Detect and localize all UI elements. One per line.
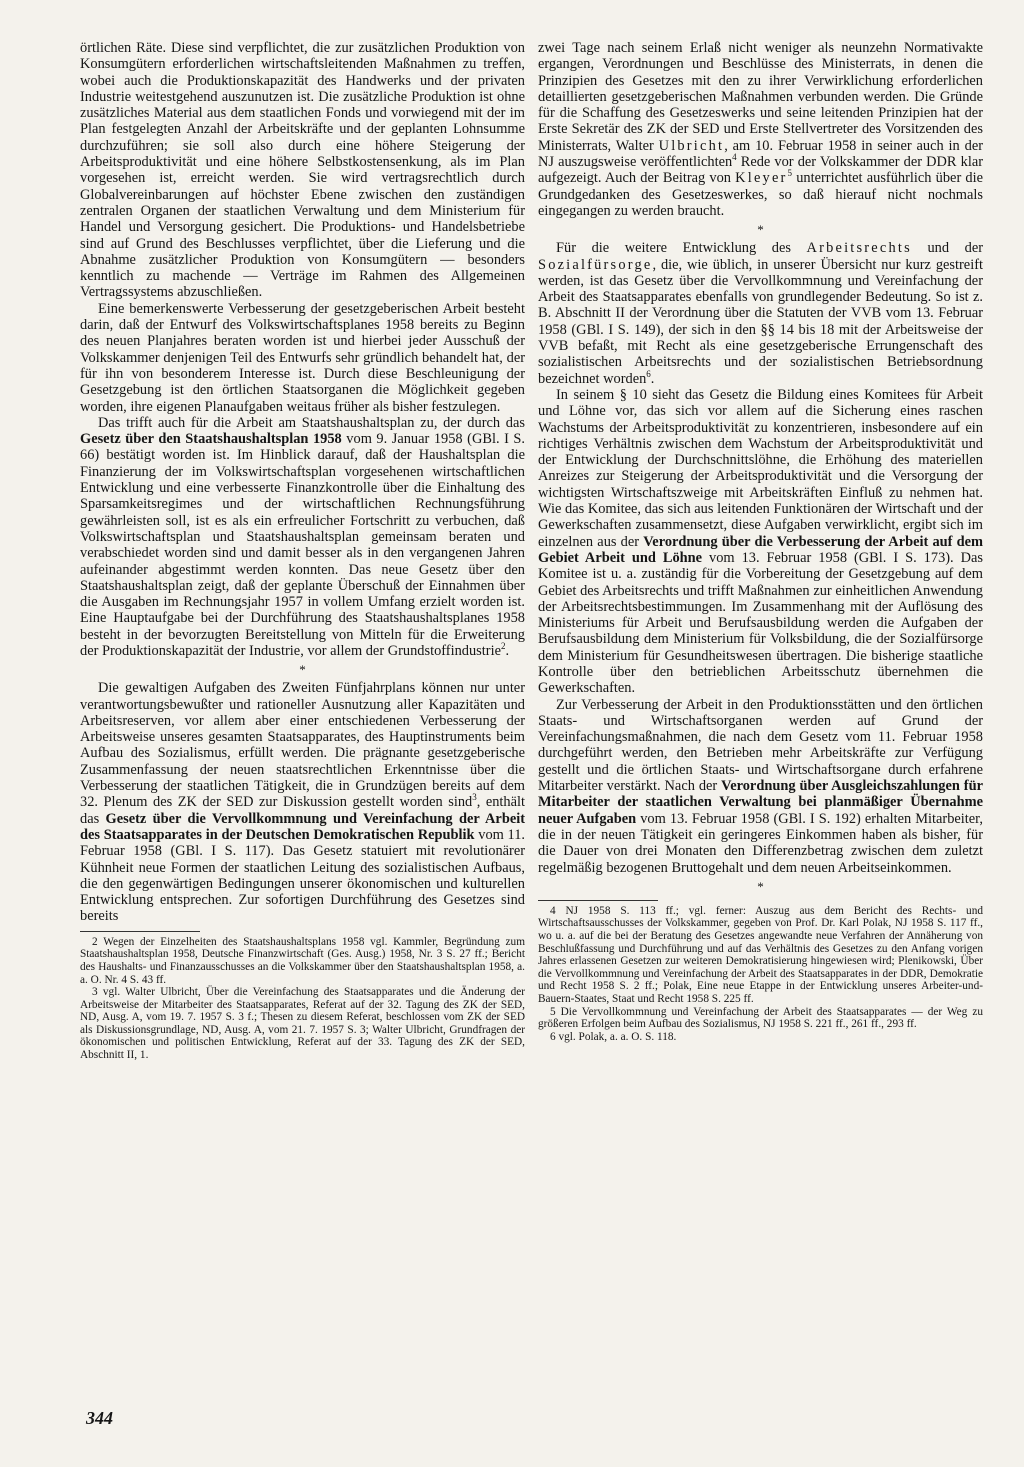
footnote-ref: 2	[500, 641, 506, 652]
paragraph-text: , am 10. Februar 1958 in seiner auch in der NJ auszugsweise veröffentlichten	[538, 137, 983, 171]
paragraph-text: Rede vor der Volkskammer der DDR klar aufgezeigt. Auch der Beitrag von	[538, 154, 983, 187]
footnote: 3 vgl. Walter Ulbricht, Über die Vereinfachung des Staatsapparates und die Änderung der Arbeitsweise der Mitarbeiter des Staatsapparates, Referat auf der 32. Tagung des ZK der SED, ND, Ausg. A, vom 19. 7. 1957 S. 3 f.; Thesen zu diesem Referat, beschlossen vom ZK der SED als Diskussionsgrundlage, ND, Ausg. A, vom 21. 7. 1957 S. 3; Walter Ulbricht, Grundfragen der ökonomischen und politischen Entwicklung, Referat auf der 33. Tagung des ZK der SED, Abschnitt II, 1.	[80, 986, 525, 1062]
paragraph-text: Zur Verbesserung der Arbeit in den Produktionsstätten und den örtlichen Staats- und Wirtschaftsorganen werden auf Grund der Vereinfachungsmaßnahmen, die nach dem Gesetz vom 11. Februar 1958 durchgeführt werden, den Betrieben mehr Arbeitskräfte zur Verfügung gestellt und die örtlichen Staats- und Wirtschaftsorgane durch erfahrene Mitarbeiter verstärkt. Nach der	[538, 696, 983, 795]
paragraph-text: Die gewaltigen Aufgaben des Zweiten Fünfjahrplans können nur unter verantwortungsbewußter und rationeller Ausnutzung aller Kapazitäten und Arbeitsreserven, vor allem aber einer entschiedenen Verbesserung der Arbeitsweise unseres gesamten Staatsapparates, des Hauptinstruments beim Aufbau des Sozialismus, erfüllt werden. Die prägnante gesetzgeberische Zusammenfassung der neuen staatsrechtlichen Erkenntnisse über die Verbesserung der staatlichen Tätigkeit, die in Grundzügen bereits auf dem 32. Plenum des ZK der SED zur Diskussion gestellt worden sind	[80, 680, 525, 811]
footnote: 2 Wegen der Einzelheiten des Staatshaushaltsplans 1958 vgl. Kammler, Begründung zum Staatshaushaltsplan 1958, Deutsche Finanzwirtschaft (Ges. Ausg.) 1958, Nr. 3 S. 27 ff.; Bericht des Haushalts- und Finanzausschusses an die Volkskammer über den Staatshaushaltsplan 1958, a. a. O. Nr. 4 S. 43 ff.	[80, 935, 525, 986]
paragraph-text: unterrichtet ausführlich über die Grundgedanken des Gesetzeswerkes, so daß hierauf nicht nochmals eingegangen zu werden braucht.	[538, 170, 984, 219]
paragraph	[538, 240, 983, 387]
emphasized-term: Arbeitsrechts	[806, 240, 912, 257]
section-separator: *	[757, 222, 764, 238]
footnote: 5 Die Vervollkommnung und Vereinfachung der Arbeit des Staatsapparates — der Weg zu größeren Erfolgen beim Aufbau des Sozialismus, NJ 1958 S. 221 ff., 261 ff., 293 ff.	[538, 1005, 983, 1031]
punctuation: .	[505, 642, 510, 659]
paragraph-text: vom 13. Februar 1958 (GBl. I S. 173). Das Komitee ist u. a. zuständig für die Vorbereitung der Gesetzgebung auf dem Gebiet des Arbeitsrechts und trifft Maßnahmen zur einheitlichen Anwendung der Arbeitsrechtsbestimmungen. Im Zusammenhang mit der Auflösung des Ministeriums für Arbeit und Berufsausbildung werden die Aufgaben der Berufsausbildung dem Ministerium für Volksbildung, die der Sozialfürsorge dem Ministerium für Gesundheitswesen übertragen. Die bisherige staatliche Kontrolle über den betrieblichen Arbeitsschutz übernehmen die Gewerkschaften.	[538, 549, 984, 697]
paragraph-text: In seinem § 10 sieht das Gesetz die Bildung eines Komitees für Arbeit und Löhne vor, das sich vor allem auf die Sicherung eines raschen Wachstums der Arbeitsproduktivität zu konzentrieren, insbesondere auf ein richtiges Verhältnis zwischen dem Wachstum der Arbeitsproduktivität und der Entwicklung der Durchschnittslöhne, die Erhöhung des materiellen Anreizes zur Steigerung der Arbeitsproduktivität und die Versorgung der wichtigsten Wirtschaftszweige mit Arbeitskräften Einfluß zu nehmen hat. Wie das Komitee, das sich aus leitenden Funktionären der Wirtschaft und der Gewerkschaften zusammensetzt, diese Aufgaben verwirklicht, ergibt sich im einzelnen aus der	[538, 386, 983, 550]
page-number: 344	[86, 1408, 113, 1428]
footnote: 4 NJ 1958 S. 113 ff.; vgl. ferner: Auszug aus dem Bericht des Rechts- und Wirtschaftsausschusses der Volkskammer, gegeben von Prof. Dr. Karl Polak, NJ 1958 S. 117 ff., wo u. a. auf die bei der Beratung des Gesetzes angewandte neue Verfahren der Annäherung von Beschlußfassung und Durchführung und auf das Verhältnis des Gesetzes zu den Anfang vorigen Jahres erlassenen Gesetzen zur weiteren Demokratisierung hingewiesen wird; Plenikowski, Über die Vervollkommnung und Vereinfachung der Arbeit des Staatsapparates in der DDR, Demokratie und Recht 1958 S. 2 ff.; Polak, Eine neue Etappe in der Entwicklung unseres Arbeiter-und-Bauern-Staates, Staat und Recht 1958 S. 225 ff.	[538, 904, 983, 1005]
footnote-ref: 4	[732, 152, 737, 163]
paragraph	[538, 40, 983, 219]
paragraph-text: vom 11. Februar 1958 (GBl. I S. 117). Das Gesetz statuiert mit revolutionärer Kühnheit neue Formen der staatlichen Leitung des sozialistischen Aufbaus, die den gegenwärtigen Bedingungen unserer ökonomischen und kulturellen Entwicklung entsprechen. Zur sofortigen Durchführung des Gesetzes sind bereits	[80, 826, 525, 925]
law-title: Verordnung über die Verbesserung der Arbeit auf dem Gebiet Arbeit und Löhne	[538, 533, 983, 566]
paragraph-text: vom 13. Februar 1958 (GBl. I S. 192) erhalten Mitarbeiter, die in der neuen Tätigkeit ein geringeres Einkommen haben als bisher, für die Dauer von drei Monaten den Differenzbetrag zwischen dem zuletzt regelmäßig bezogenen Bruttogehalt und dem neuen Arbeitseinkommen.	[538, 810, 983, 876]
law-title: Verordnung über Ausgleichszahlungen für Mitarbeiter der staatlichen Verwaltung bei planmäßiger Übernahme neuer Aufgaben	[538, 778, 983, 827]
paragraph-text: Für die weitere Entwicklung des	[556, 240, 807, 257]
paragraph	[538, 697, 983, 876]
law-title: Gesetz über die Vervollkommnung und Vereinfachung der Arbeit des Staatsapparates in der Deutschen Demokratischen Republik	[80, 810, 526, 843]
paragraph-text: zwei Tage nach seinem Erlaß nicht weniger als neunzehn Normativakte ergangen, Verordnungen und Beschlüsse des Ministerrats, in denen die Prinzipien des Gesetzes mit den zu ihrer Verwirklichung erforderlichen detaillierten gesetzgeberischen Maßnahmen verbunden werden. Die Gründe für die Schaffung des Gesetzeswerks und seine leitenden Prinzipien hat der Erste Sekretär des ZK der SED und Erste Stellvertreter des Vorsitzenden des Ministerrats, Walter	[538, 40, 983, 154]
law-title: Gesetz über den Staatshaushaltsplan 1958	[80, 431, 342, 448]
footnote-rule	[538, 900, 658, 901]
person-name: Kleyer	[735, 170, 788, 187]
section-separator: *	[757, 878, 764, 894]
footnotes	[80, 936, 525, 1062]
paragraph-text: , enthält das	[80, 794, 526, 827]
paragraph	[80, 415, 525, 659]
punctuation: .	[650, 370, 655, 387]
paragraph-text: , die, wie üblich, in unserer Übersicht nur kurz gestreift werden, ist das Gesetz über die Vervollkommnung und Vereinfachung der Arbeit des Staatsapparates ebenfalls von grundlegender Bedeutung. So ist z. B. Abschnitt II der Verordnung über die Statuten der VVB vom 13. Februar 1958 (GBl. I S. 149), der sich in den §§ 14 bis 18 mit der Arbeitsweise der VVB befaßt, mit Recht als eine gesetzgeberische Errungenschaft des sozialistischen Arbeitsrechts und der sozialistischen Betriebsordnung bezeichnet worden	[538, 256, 983, 387]
paragraph	[80, 40, 525, 301]
footnote-ref: 3	[472, 792, 477, 803]
section-separator: *	[299, 662, 306, 678]
footnotes	[538, 905, 983, 1044]
paragraph	[80, 301, 525, 415]
person-name: Ulbricht	[658, 137, 725, 154]
left-column	[80, 40, 525, 1062]
footnote-ref: 6	[646, 368, 651, 379]
emphasized-term: Sozialfürsorge	[538, 256, 653, 273]
paragraph	[80, 680, 525, 924]
paragraph	[538, 387, 983, 697]
paragraph-text: Eine bemerkenswerte Verbesserung der gesetzgeberischen Arbeit besteht darin, daß der Entwurf des Volkswirtschaftsplanes 1958 bereits zu Beginn des neuen Planjahres beraten worden ist und hierbei jeder Ausschuß der Volkskammer denjenigen Teil des Entwurfs sehr gründlich behandelt hat, der für ihn von besonderem Interesse ist. Durch diese Beschleunigung der Gesetzgebung ist den örtlichen Staatsorganen die Möglichkeit gegeben worden, ihre eigenen Planaufgaben weitaus früher als bisher festzulegen.	[80, 300, 525, 415]
paragraph-text: und der	[911, 240, 983, 257]
footnote-rule	[80, 931, 200, 932]
paragraph-text: Das trifft auch für die Arbeit am Staatshaushaltsplan zu, der durch das	[98, 414, 525, 431]
paragraph-text: vom 9. Januar 1958 (GBl. I S. 66) bestätigt worden ist. Im Hinblick darauf, daß der Haushaltsplan die Finanzierung der im Volkswirtschaftsplan vorgesehenen wirtschaftlichen Entwicklung und eine verbesserte Finanzkontrolle über die Einhaltung des Sparsamkeitsregimes und der wirtschaftlichen Rechnungsführung gewährleisten soll, ist es als ein erfreulicher Fortschritt zu verbuchen, daß Volkswirtschaftsplan und Staatshaushaltsplan gemeinsam beraten und verabschiedet worden sind und damit besser als in den vergangenen Jahren aufeinander abgestimmt werden konnten. Das neue Gesetz über den Staatshaushaltsplan zeigt, daß der geplante Überschuß der Einnahmen über die Ausgaben im Rechnungsjahr 1957 in vollem Umfang erzielt worden ist. Eine Hauptaufgabe bei der Durchführung des Staatshaushaltsplanes 1958 besteht in der bevorzugten Bereitstellung von Mitteln für die Erweiterung der Produktionskapazität der Industrie, vor allem der Grundstoffindustrie	[80, 431, 525, 659]
footnote-ref: 5	[787, 168, 793, 179]
paragraph-text: örtlichen Räte. Diese sind verpflichtet, die zur zusätzlichen Produktion von Konsumgütern erforderlichen wirtschaftsleitenden Maßnahmen zu treffen, wobei auch die Produktionskapazität des Handwerks und der privaten Industrie weitestgehend auszunutzen ist. Die zusätzliche Produktion ist ohne zusätzliches Material aus dem staatlichen Fonds und vorwiegend mit der im Plan festgelegten Anzahl der Arbeitskräfte und der geplanten Lohnsumme durchzuführen; sie soll also durch eine höhere Steigerung der Arbeitsproduktivität und eine höhere Selbstkostensenkung, als im Plan vorgesehen ist, erreicht werden. Sie wird vertragsrechtlich durch Globalvereinbarungen auf höchster Ebene zwischen den zuständigen zentralen Organen der staatlichen Verwaltung und dem Ministerium für Handel und Versorgung gesichert. Die Produktions- und Handelsbetriebe sind auf Grund des Beschlusses verpflichtet, über die Lieferung und die Abnahme zusätzlicher Produktion von Konsumgütern — besonders kenntlich zu machende — Verträge im Rahmen des Allgemeinen Vertragssystems abzuschließen.	[80, 40, 525, 301]
footnote: 6 vgl. Polak, a. a. O. S. 118.	[550, 1030, 677, 1043]
right-column	[538, 40, 983, 1043]
